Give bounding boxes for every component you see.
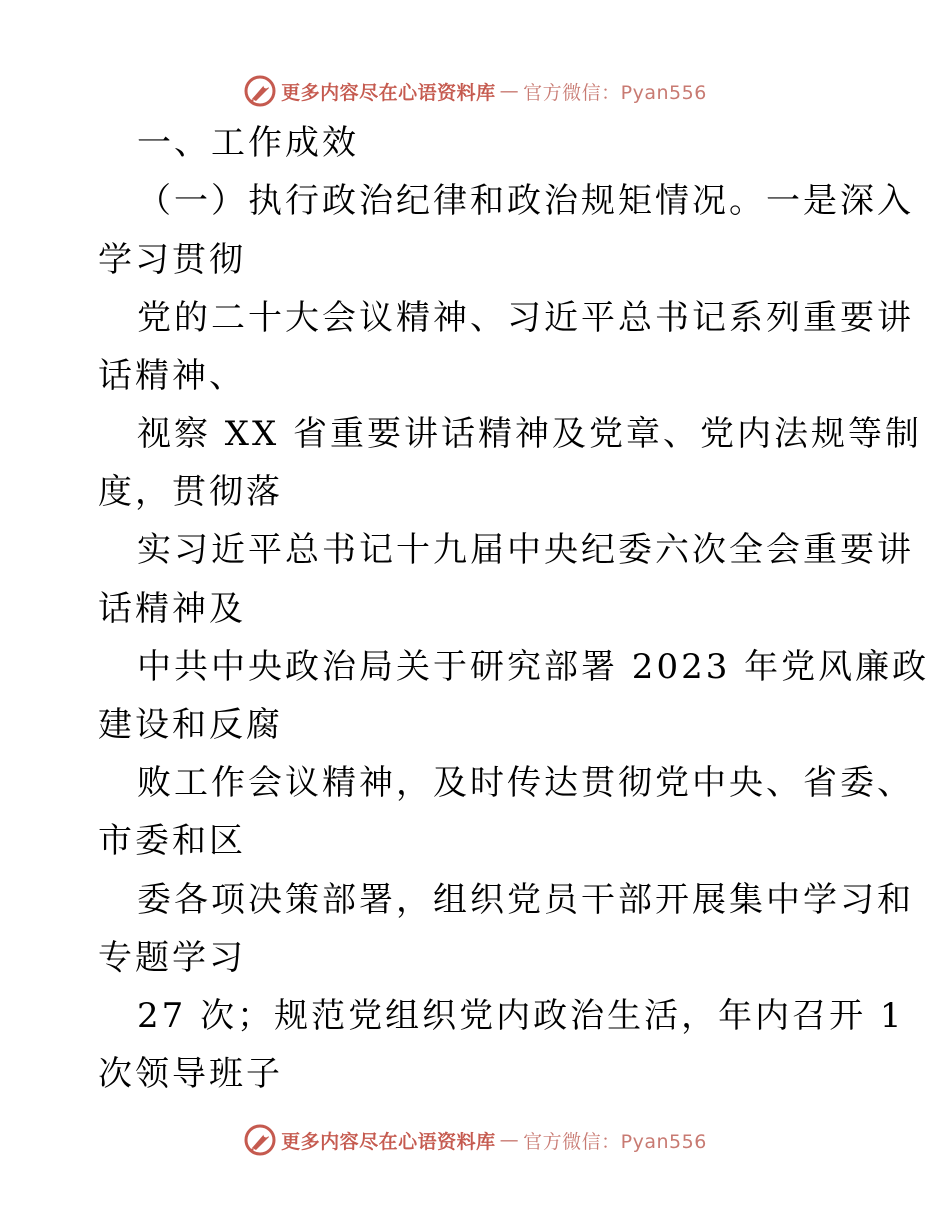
header-watermark (0, 71, 950, 111)
paragraph-line: 中共中央政治局关于研究部署 2023 年党风廉政 (137, 647, 930, 687)
paragraph-line: 市委和区 (98, 821, 246, 861)
paragraph-line: 话精神、 (98, 356, 246, 396)
watermark-dash: — (499, 80, 520, 102)
paragraph-line: （一）执行政治纪律和政治规矩情况。一是深入 (137, 181, 914, 221)
paragraph-line: 学习贯彻 (98, 240, 246, 280)
paragraph-line: 委各项决策部署，组织党员干部开展集中学习和 (137, 880, 914, 920)
paragraph-line: 度，贯彻落 (98, 472, 283, 512)
footer-watermark (0, 1120, 950, 1160)
paragraph-line: 建设和反腐 (98, 705, 283, 745)
paragraph-line: 次领导班子 (98, 1054, 283, 1094)
paragraph-line: 专题学习 (98, 938, 246, 978)
paragraph-line: 实习近平总书记十九届中央纪委六次全会重要讲 (137, 530, 914, 570)
paragraph-line: 话精神及 (98, 589, 246, 629)
paragraph-line: 视察 XX 省重要讲话精神及党章、党内法规等制 (137, 414, 923, 454)
watermark-dash: — (499, 1129, 520, 1151)
watermark-wechat: 官方微信：Pyan556 (523, 1130, 707, 1153)
paragraph-line: 27 次；规范党组织党内政治生活，年内召开 1 (137, 996, 905, 1036)
watermark-text: 更多内容尽在心语资料库 (281, 81, 496, 104)
watermark-text: 更多内容尽在心语资料库 (281, 1130, 496, 1153)
paragraph-line: 败工作会议精神，及时传达贯彻党中央、省委、 (137, 763, 914, 803)
pen-nib-logo-icon (243, 1123, 277, 1157)
pen-nib-logo-icon (243, 74, 277, 108)
paragraph-line: 党的二十大会议精神、习近平总书记系列重要讲 (137, 298, 914, 338)
section-heading: 一、工作成效 (137, 123, 359, 163)
watermark-wechat: 官方微信：Pyan556 (523, 81, 707, 104)
